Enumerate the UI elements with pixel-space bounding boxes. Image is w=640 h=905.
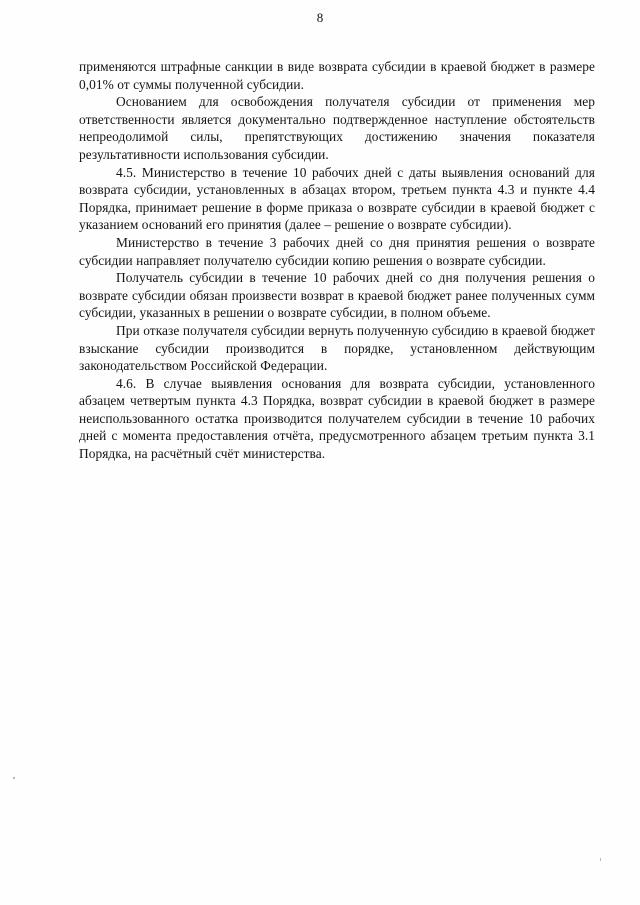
- scan-speck: [600, 858, 601, 861]
- paragraph-refund-obligation: Получатель субсидии в течение 10 рабочих дней со дня получения решения о возврате субсидии обязан произвести возврат в краевой бюджет ранее полученных сумм субсидии, указанных в решении о возврате субсидии, в полном объеме.: [79, 270, 595, 321]
- paragraph-force-majeure: Основанием для освобождения получателя субсидии от применения мер ответственности является документально подтвержденное наступление обстоятельств непреодолимой силы, препятствующих достижению значения показателя результативности использования субсидии.: [79, 94, 595, 162]
- paragraph-refusal-recovery: При отказе получателя субсидии вернуть полученную субсидию в краевой бюджет взыскание субсидии производится в порядке, установленном действующим законодательством Российской Федерации.: [79, 322, 595, 374]
- paragraph-penalty-continuation: применяются штрафные санкции в виде возврата субсидии в краевой бюджет в размере 0,01% от суммы полученной субсидии.: [79, 59, 595, 92]
- paragraph-clause-4-6: 4.6. В случае выявления основания для возврата субсидии, установленного абзацем четвертым пункта 4.3 Порядка, возврат субсидии в краевой бюджет в размере неиспользованного остатка производится получателем субсидии в течение 10 рабочих дней с момента предоставления отчёта, предусмотренного абзацем третьим пункта 3.1 Порядка, на расчётный счёт министерства.: [79, 375, 595, 462]
- paragraph-decision-copy: Министерство в течение 3 рабочих дней со дня принятия решения о возврате субсидии направляет получателю субсидии копию решения о возврате субсидии.: [79, 234, 595, 268]
- paragraph-clause-4-5: 4.5. Министерство в течение 10 рабочих дней с даты выявления оснований для возврата субсидии, установленных в абзацах втором, третьем пункта 4.3 и пункте 4.4 Порядка, принимает решение в форме приказа о возврате субсидии в краевой бюджет с указанием оснований его принятия (далее – решение о возврате субсидии).: [79, 164, 595, 233]
- page-number: 8: [316, 10, 324, 25]
- scan-speck: [13, 777, 15, 779]
- document-body: [79, 58, 595, 463]
